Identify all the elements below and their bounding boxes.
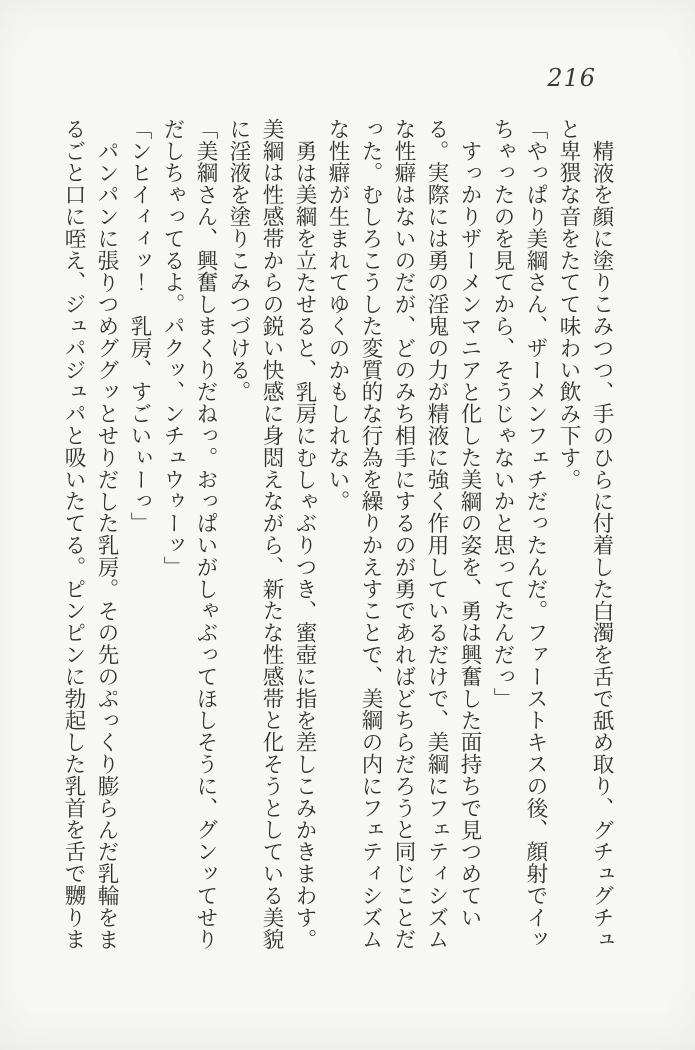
paragraph-narration: 精液を顔に塗りこみつつ、手のひらに付着した白濁を舌で舐め取り、グチュグチュと卑猥な音をたてて味わい飲み下す。 — [556, 118, 614, 950]
paragraph-dialogue: 「美綱さん、興奮しまくりだねっ。おっぱいがしゃぶってほしそうに、グンッてせりだしちゃってるよ。パクッ、ンチュウゥーッ」 — [160, 118, 218, 951]
paragraph-dialogue: 「ンヒイィィッ！ 乳房、すごいぃーっ」 — [127, 118, 152, 535]
paragraph-narration: 勇は美綱を立たせると、乳房にむしゃぶりつき、蜜壺に指を差しこみかきまわす。美綱は性感帯からの鋭い快感に身悶えながら、新たな性感帯と化そうとしている美貌に淫液を塗りこみつづける。 — [226, 118, 317, 951]
paragraph-narration: すっかりザーメンマニアと化した美綱の姿を、勇は興奮した面持ちで見つめている。実際には勇の淫鬼の力が精液に強く作用しているだけで、美綱にフェティシズムな性癖はないのだが、どのみち相手にするのが勇であればどちらだろうと同じことだった。むしろこうした変質的な行為を繰りかえすことで、美綱の内にフェティシズムな性癖が生まれてゆくのかもしれない。 — [325, 118, 482, 951]
paragraph-narration: パンパンに張りつめググッとせりだした乳房。その先のぷっくり膨らんだ乳輪をまるごと口に咥え、ジュパジュパと吸いたてる。ピンピンに勃起した乳首を舌で嬲りま — [61, 118, 119, 951]
paragraph-dialogue: 「やっぱり美綱さん、ザーメンフェチだったんだ。ファーストキスの後、顔射でイッちゃったのを見てから、そうじゃないかと思ってたんだっ」 — [490, 118, 548, 951]
body-text — [57, 118, 618, 951]
page-number: 216 — [547, 64, 596, 92]
